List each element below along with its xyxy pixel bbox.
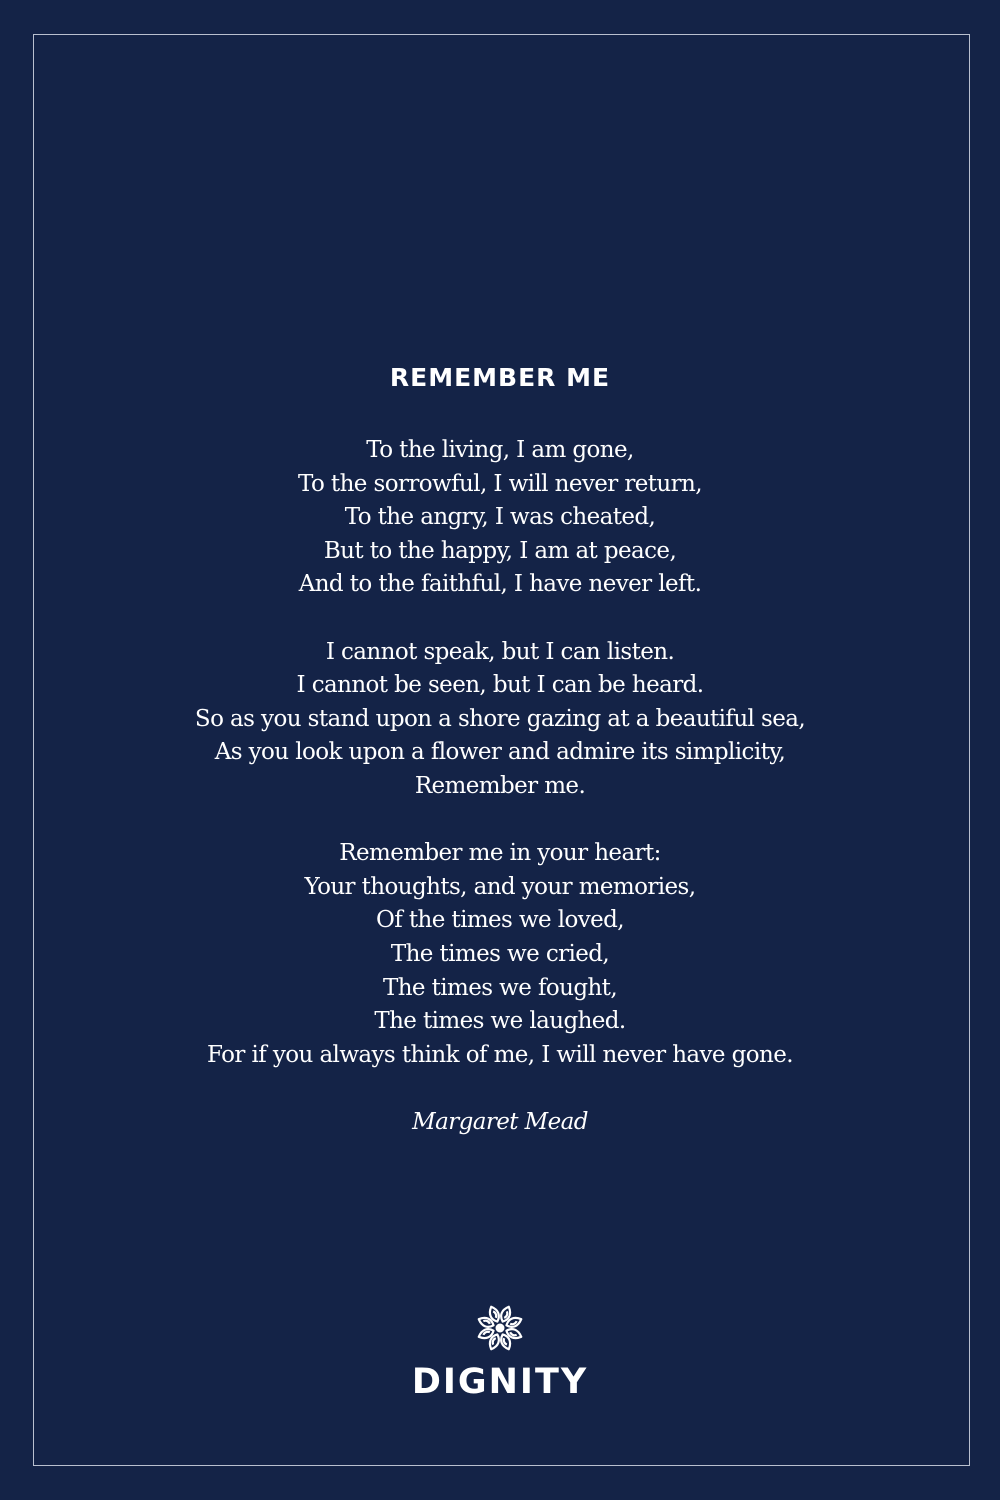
- stanza: [0, 434, 1000, 602]
- poem-line: Your thoughts, and your memories,: [304, 873, 696, 900]
- poem-line: And to the faithful, I have never left.: [298, 571, 702, 598]
- poem-line: But to the happy, I am at peace,: [323, 537, 677, 564]
- poem-line: The times we cried,: [390, 940, 610, 967]
- poem-line: I cannot speak, but I can listen.: [325, 638, 675, 665]
- poem-line: Remember me.: [414, 772, 586, 799]
- poem-line: The times we laughed.: [374, 1008, 626, 1035]
- poem-line: Of the times we loved,: [375, 907, 625, 934]
- poem-line: To the living, I am gone,: [366, 437, 634, 463]
- poem-line: As you look upon a flower and admire its simplicity,: [214, 739, 786, 766]
- poem-line: To the angry, I was cheated,: [344, 504, 656, 531]
- poem-body: [0, 434, 1000, 1139]
- poem-author: Margaret Mead: [412, 1108, 588, 1135]
- stanza: [0, 636, 1000, 804]
- poem-line: To the sorrowful, I will never return,: [298, 470, 702, 497]
- poem-line: Remember me in your heart:: [339, 840, 661, 867]
- poem-line: I cannot be seen, but I can be heard.: [296, 672, 704, 699]
- poem-line: So as you stand upon a shore gazing at a beautiful sea,: [194, 705, 806, 732]
- poem-line: For if you always think of me, I will never have gone.: [207, 1041, 793, 1068]
- poem-line: The times we fought,: [382, 974, 618, 1001]
- stanza: [0, 837, 1000, 1072]
- poem-title: REMEMBER ME: [389, 363, 611, 392]
- brand-name: DIGNITY: [411, 1362, 589, 1402]
- dignity-flower-logo-icon: [475, 1303, 525, 1353]
